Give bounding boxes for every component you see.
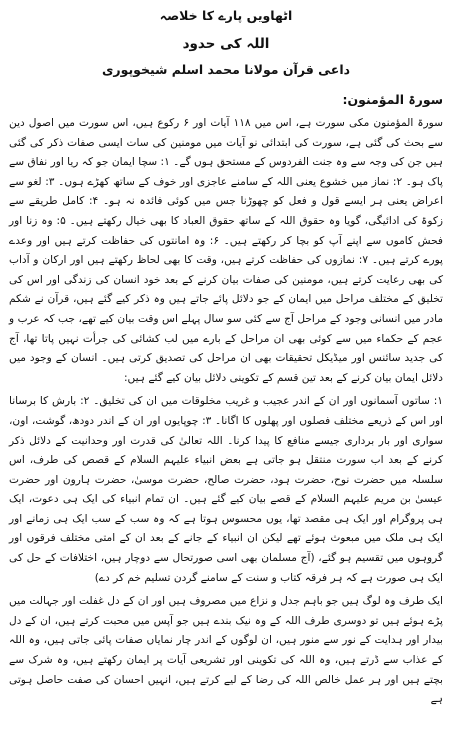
paragraph-3: ایک طرف وہ لوگ ہیں جو باہم جدل و نزاع میں مصروف ہیں اور ان کے دل غفلت اور جہالت میں پڑے ہوئے ہیں تو دوسری طرف اللہ کے وہ نیک بندے ہیں جو آپس میں محبت کرتے ہیں، ان کے دل بیدار اور ہدایت کے نور سے منور ہیں، ان لوگوں کے اندر چار نمایاں صفات پائی جاتی ہیں، وہ اللہ کے عذاب سے ڈرتے ہیں، وہ اللہ کی تکوینی اور تشریعی آیات پر ایمان رکھتے ہیں، وہ شرک سے بچتے ہیں اور ہر عمل خالص اللہ کی رضا کے لیے کرتے ہیں، انہیں احسان کی صفت حاصل ہوتی ہے — [9, 595, 443, 706]
paragraph-2: ۱: ساتوں آسمانوں اور ان کے اندر عجیب و غریب مخلوقات میں ان کی تخلیق۔ ۲: بارش کا برسانا اور اس کے ذریعے مختلف فصلوں اور پھلوں کا اگانا۔ ۳: چوپایوں اور ان کے اندر دودھ، گوشت، اون، سواری اور بار برداری جیسے منافع کا پیدا کرنا۔ اللہ تعالیٰ کی قدرت اور وحدانیت کے دلائل ذکر کرنے کے بعد اب سورت منتقل ہو جاتی ہے بعض انبیاء علیہم السلام کے قصص کی طرف، اس سلسلہ میں حضرت نوح، حضرت ہود، حضرت صالح، حضرت موسیٰ، حضرت ہارون اور حضرت عیسیٰ بن مریم علیہم السلام کے قصے بیان کیے گئے ہیں۔ ان تمام انبیاء کی ایک ہی دعوت، ایک ہی پروگرام اور ایک ہی مقصد تھا، یوں محسوس ہوتا ہے کہ وہ سب کے سب ایک ہی زمانے اور ایک ہی ملک میں مبعوث ہوئے تھے لیکن ان انبیاء کے جانے کے بعد ان کے امتی مختلف فرقوں اور گروہوں میں تقسیم ہو گئے، (آج مسلمان بھی اسی صورتحال سے دوچار ہیں، اختلافات کے حل کی ایک ہی صورت ہے کہ ہر فرقہ کتاب و سنت کے سامنے گردن تسلیم خم کر دے) — [9, 395, 443, 584]
series-title: اٹھاویں پارے کا خلاصہ — [159, 8, 293, 23]
author-line: داعی قرآن مولانا محمد اسلم شیخوپوری — [101, 62, 351, 77]
article-title: اللہ کی حدود — [182, 36, 270, 52]
section-heading: سورۃ المؤمنون: — [342, 92, 443, 107]
paragraph-1: سورۃ المؤمنون مکی سورت ہے، اس میں ۱۱۸ آیات اور ۶ رکوع ہیں، اس سورت میں اصول دین سے بحث کی گئی ہے، سورت کی ابتدائی نو آیات میں مومنین کی سات ایسی صفات ذکر کی گئی ہیں جن کی وجہ سے وہ جنت الفردوس کے مستحق ہوں گے۔ ۱: سچا ایمان جو کہ ریا اور نفاق سے پاک ہو۔ ۲: نماز میں خشوع یعنی اللہ کے سامنے عاجزی اور خوف کے ساتھ کھڑے ہوں۔ ۳: لغو سے اعراض یعنی ہر ایسے قول و فعل کو چھوڑنا جس میں کوئی فائدہ نہ ہو۔ ۴: کامل طریقے سے زکوۃ کی ادائیگی، گویا وہ حقوق اللہ کے ساتھ حقوق العباد کا بھی خیال رکھتے ہیں۔ ۵: وہ زنا اور فحش کاموں سے اپنے آپ کو بچا کر رکھتے ہیں۔ ۶: وہ امانتوں کی حفاظت کرتے ہیں اور وعدے پورے کرتے ہیں۔ ۷: نمازوں کی حفاظت کرتے ہیں، وقت کا بھی لحاظ رکھتے ہیں اور ارکان و آداب کی بھی رعایت کرتے ہیں، مومنین کی صفات بیان کرنے کے بعد خود انسان کی زندگی اور اس کی تخلیق کے مختلف مراحل میں ایمان کے جو دلائل پائے جاتے ہیں وہ ذکر کیے گئے ہیں، قرآن نے شکم مادر میں انسانی وجود کے مراحل آج سے کئی سو سال پہلے اس وقت بیان کیے تھے، جب کہ عرب و عجم کے حکماء میں سے کوئی بھی ان مراحل کے بارے میں لب کشائی کی جرأت نہیں پاتا تھا، آج کی جدید سائنس اور میڈیکل تحقیقات بھی ان مراحل کی تصدیق کرتی ہیں۔ انسان کے وجود میں دلائل ایمان بیان کرنے کے بعد تین قسم کے تکوینی دلائل بیان کیے گئے ہیں: — [9, 117, 444, 384]
